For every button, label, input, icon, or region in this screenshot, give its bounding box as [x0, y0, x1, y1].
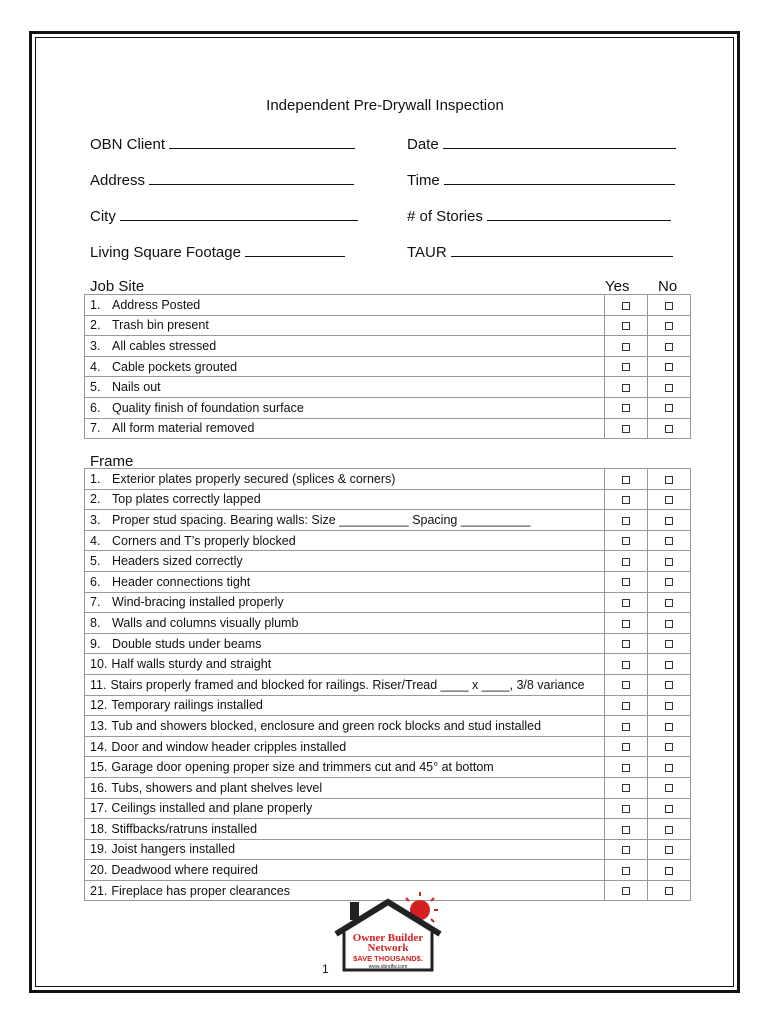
- no-checkbox[interactable]: [665, 661, 673, 669]
- address-field[interactable]: [90, 170, 354, 190]
- frame-item-3-yes-cell: [605, 510, 648, 531]
- item-text: Deadwood where required: [111, 863, 259, 878]
- item-number: 17.: [90, 801, 108, 816]
- item-text: Headers sized correctly: [112, 554, 243, 569]
- item-number: 18.: [90, 821, 108, 836]
- page-number: 1: [322, 962, 329, 976]
- job-site-item-1-no-cell: [648, 295, 691, 316]
- date-label: Date: [407, 136, 439, 153]
- yes-checkbox[interactable]: [622, 578, 630, 586]
- yes-checkbox[interactable]: [622, 805, 630, 813]
- item-text: Walls and columns visually plumb: [112, 615, 299, 630]
- job-site-item-4: [85, 356, 605, 377]
- no-checkbox[interactable]: [665, 599, 673, 607]
- logo-line-1: Owner Builder: [352, 932, 424, 944]
- frame-item-20-yes-cell: [605, 860, 648, 881]
- frame-item-9: [85, 633, 605, 654]
- table-row: [85, 633, 691, 654]
- yes-column-header: Yes: [605, 278, 630, 295]
- yes-checkbox[interactable]: [622, 661, 630, 669]
- item-number: 20.: [90, 863, 108, 878]
- job-site-item-6-yes-cell: [605, 397, 648, 418]
- frame-item-8-no-cell: [648, 613, 691, 634]
- yes-checkbox[interactable]: [622, 476, 630, 484]
- item-number: 12.: [90, 698, 108, 713]
- yes-checkbox[interactable]: [622, 496, 630, 504]
- frame-item-16: [85, 777, 605, 798]
- item-number: 2.: [90, 492, 101, 507]
- no-checkbox[interactable]: [665, 496, 673, 504]
- job-site-item-2-no-cell: [648, 315, 691, 336]
- item-text: Corners and T’s properly blocked: [112, 533, 296, 548]
- no-checkbox[interactable]: [665, 826, 673, 834]
- table-row: [85, 377, 691, 398]
- job-site-checklist: [84, 294, 691, 439]
- item-text: Double studs under beams: [112, 636, 262, 651]
- no-checkbox[interactable]: [665, 302, 673, 310]
- job-site-item-3: [85, 336, 605, 357]
- frame-item-5-no-cell: [648, 551, 691, 572]
- no-checkbox[interactable]: [665, 425, 673, 433]
- item-text: Joist hangers installed: [111, 842, 236, 857]
- yes-checkbox[interactable]: [622, 640, 630, 648]
- table-row: [85, 613, 691, 634]
- frame-item-1-yes-cell: [605, 469, 648, 490]
- living-sq-ft-field[interactable]: [90, 242, 345, 262]
- table-row: [85, 860, 691, 881]
- job-site-item-6-no-cell: [648, 397, 691, 418]
- frame-item-9-yes-cell: [605, 633, 648, 654]
- yes-checkbox[interactable]: [622, 723, 630, 731]
- item-number: 4.: [90, 359, 101, 374]
- frame-item-4-no-cell: [648, 530, 691, 551]
- frame-item-16-yes-cell: [605, 777, 648, 798]
- frame-item-2-no-cell: [648, 489, 691, 510]
- frame-item-2-yes-cell: [605, 489, 648, 510]
- yes-checkbox[interactable]: [622, 425, 630, 433]
- yes-checkbox[interactable]: [622, 867, 630, 875]
- city-label: City: [90, 208, 116, 225]
- table-row: [85, 336, 691, 357]
- frame-item-11: [85, 674, 605, 695]
- logo-line-3: $AVE THOUSAND$.: [353, 954, 423, 963]
- item-number: 13.: [90, 718, 108, 733]
- job-site-item-3-yes-cell: [605, 336, 648, 357]
- item-number: 4.: [90, 533, 101, 548]
- item-text: Door and window header cripples installed: [111, 739, 347, 754]
- frame-item-21-no-cell: [648, 880, 691, 901]
- frame-item-20: [85, 860, 605, 881]
- no-checkbox[interactable]: [665, 363, 673, 371]
- yes-checkbox[interactable]: [622, 620, 630, 628]
- item-number: 5.: [90, 380, 101, 395]
- item-text: Ceilings installed and plane properly: [111, 801, 313, 816]
- job-site-item-1-yes-cell: [605, 295, 648, 316]
- no-checkbox[interactable]: [665, 764, 673, 772]
- item-text: Header connections tight: [112, 574, 251, 589]
- frame-item-21-yes-cell: [605, 880, 648, 901]
- item-number: 3.: [90, 338, 101, 353]
- frame-item-16-no-cell: [648, 777, 691, 798]
- job-site-item-5-yes-cell: [605, 377, 648, 398]
- obn-client-label: OBN Client: [90, 136, 166, 153]
- frame-item-11-yes-cell: [605, 674, 648, 695]
- item-number: 7.: [90, 421, 101, 436]
- job-site-item-7-yes-cell: [605, 418, 648, 439]
- table-row: [85, 798, 691, 819]
- address-label: Address: [90, 172, 146, 189]
- living-sq-ft-blank[interactable]: [245, 242, 345, 257]
- yes-checkbox[interactable]: [622, 681, 630, 689]
- taur-field[interactable]: [407, 242, 673, 262]
- job-site-item-1: [85, 295, 605, 316]
- table-row: [85, 654, 691, 675]
- no-checkbox[interactable]: [665, 476, 673, 484]
- yes-checkbox[interactable]: [622, 302, 630, 310]
- frame-item-13: [85, 716, 605, 737]
- item-number: 6.: [90, 400, 101, 415]
- item-text: Quality finish of foundation surface: [112, 400, 304, 415]
- item-text: Proper stud spacing. Bearing walls: Size __________ Spacing __________: [112, 512, 531, 527]
- time-blank[interactable]: [444, 170, 675, 185]
- item-text: Garage door opening proper size and trimmers cut and 45° at bottom: [111, 760, 494, 775]
- job-site-item-3-no-cell: [648, 336, 691, 357]
- city-blank[interactable]: [120, 206, 358, 221]
- yes-checkbox[interactable]: [622, 558, 630, 566]
- no-checkbox[interactable]: [665, 322, 673, 330]
- item-number: 2.: [90, 318, 101, 333]
- job-site-item-7: [85, 418, 605, 439]
- table-row: [85, 315, 691, 336]
- no-checkbox[interactable]: [665, 620, 673, 628]
- table-row: [85, 418, 691, 439]
- job-site-item-6: [85, 397, 605, 418]
- job-site-heading: Job Site: [90, 278, 145, 295]
- item-text: All cables stressed: [112, 338, 217, 353]
- yes-checkbox[interactable]: [622, 846, 630, 854]
- yes-checkbox[interactable]: [622, 826, 630, 834]
- no-checkbox[interactable]: [665, 887, 673, 895]
- table-row: [85, 489, 691, 510]
- no-checkbox[interactable]: [665, 867, 673, 875]
- frame-item-7: [85, 592, 605, 613]
- no-checkbox[interactable]: [665, 681, 673, 689]
- frame-item-7-no-cell: [648, 592, 691, 613]
- logo-line-2: Network: [367, 942, 409, 954]
- yes-checkbox[interactable]: [622, 743, 630, 751]
- stories-label: # of Stories: [407, 208, 483, 225]
- no-checkbox[interactable]: [665, 404, 673, 412]
- table-row: [85, 551, 691, 572]
- item-text: Tub and showers blocked, enclosure and green rock blocks and stud installed: [111, 718, 542, 733]
- table-row: [85, 777, 691, 798]
- frame-item-9-no-cell: [648, 633, 691, 654]
- job-site-item-5: [85, 377, 605, 398]
- no-checkbox[interactable]: [665, 640, 673, 648]
- frame-heading: Frame: [90, 453, 134, 470]
- frame-item-13-no-cell: [648, 716, 691, 737]
- job-site-item-2-yes-cell: [605, 315, 648, 336]
- item-number: 10.: [90, 657, 108, 672]
- item-number: 19.: [90, 842, 108, 857]
- no-checkbox[interactable]: [665, 784, 673, 792]
- table-row: [85, 295, 691, 316]
- frame-item-17-yes-cell: [605, 798, 648, 819]
- job-site-item-4-no-cell: [648, 356, 691, 377]
- frame-item-12-yes-cell: [605, 695, 648, 716]
- item-number: 1.: [90, 297, 101, 312]
- item-number: 1.: [90, 471, 101, 486]
- table-row: [85, 530, 691, 551]
- table-row: [85, 397, 691, 418]
- item-number: 15.: [90, 760, 108, 775]
- item-text: Top plates correctly lapped: [112, 492, 261, 507]
- frame-item-15-no-cell: [648, 757, 691, 778]
- yes-checkbox[interactable]: [622, 322, 630, 330]
- frame-item-15: [85, 757, 605, 778]
- yes-checkbox[interactable]: [622, 702, 630, 710]
- time-field[interactable]: [407, 170, 675, 190]
- no-checkbox[interactable]: [665, 537, 673, 545]
- address-blank[interactable]: [149, 170, 354, 185]
- job-site-item-4-yes-cell: [605, 356, 648, 377]
- item-text: Half walls sturdy and straight: [111, 657, 272, 672]
- living-sq-ft-label: Living Square Footage: [90, 244, 241, 261]
- item-text: Tubs, showers and plant shelves level: [111, 780, 323, 795]
- frame-item-10-no-cell: [648, 654, 691, 675]
- frame-item-17: [85, 798, 605, 819]
- item-text: Nails out: [112, 380, 161, 395]
- stories-blank[interactable]: [487, 206, 671, 221]
- frame-item-12: [85, 695, 605, 716]
- yes-checkbox[interactable]: [622, 517, 630, 525]
- frame-item-4-yes-cell: [605, 530, 648, 551]
- item-text: Wind-bracing installed properly: [112, 595, 284, 610]
- frame-item-19-no-cell: [648, 839, 691, 860]
- no-checkbox[interactable]: [665, 702, 673, 710]
- frame-item-8: [85, 613, 605, 634]
- yes-checkbox[interactable]: [622, 343, 630, 351]
- owner-builder-network-logo: [330, 888, 446, 974]
- logo-url: www.obndfw.com: [368, 964, 408, 970]
- item-number: 7.: [90, 595, 101, 610]
- item-text: Trash bin present: [112, 318, 209, 333]
- no-checkbox[interactable]: [665, 805, 673, 813]
- table-row: [85, 674, 691, 695]
- table-row: [85, 839, 691, 860]
- frame-item-19-yes-cell: [605, 839, 648, 860]
- taur-label: TAUR: [407, 244, 447, 261]
- frame-item-6-no-cell: [648, 571, 691, 592]
- frame-item-19: [85, 839, 605, 860]
- city-field[interactable]: [90, 206, 358, 226]
- no-checkbox[interactable]: [665, 743, 673, 751]
- document-title: Independent Pre-Drywall Inspection: [266, 97, 504, 114]
- item-number: 14.: [90, 739, 108, 754]
- frame-item-10-yes-cell: [605, 654, 648, 675]
- no-checkbox[interactable]: [665, 384, 673, 392]
- item-number: 21.: [90, 883, 108, 898]
- item-text: All form material removed: [112, 421, 255, 436]
- no-checkbox[interactable]: [665, 578, 673, 586]
- item-text: Exterior plates properly secured (splices & corners): [112, 471, 396, 486]
- frame-item-3: [85, 510, 605, 531]
- frame-item-12-no-cell: [648, 695, 691, 716]
- date-blank[interactable]: [443, 134, 676, 149]
- frame-item-13-yes-cell: [605, 716, 648, 737]
- job-site-item-5-no-cell: [648, 377, 691, 398]
- frame-item-8-yes-cell: [605, 613, 648, 634]
- item-number: 11.: [90, 677, 107, 692]
- frame-item-14-yes-cell: [605, 736, 648, 757]
- item-text: Cable pockets grouted: [112, 359, 238, 374]
- table-row: [85, 716, 691, 737]
- table-row: [85, 356, 691, 377]
- table-row: [85, 736, 691, 757]
- table-row: [85, 695, 691, 716]
- frame-item-5-yes-cell: [605, 551, 648, 572]
- date-field[interactable]: [407, 134, 676, 154]
- frame-item-2: [85, 489, 605, 510]
- time-label: Time: [407, 172, 440, 189]
- yes-checkbox[interactable]: [622, 599, 630, 607]
- table-row: [85, 757, 691, 778]
- frame-item-18: [85, 819, 605, 840]
- no-checkbox[interactable]: [665, 846, 673, 854]
- frame-item-3-no-cell: [648, 510, 691, 531]
- item-text: Stairs properly framed and blocked for railings. Riser/Tread ____ x ____, 3/8 variance: [110, 677, 585, 692]
- yes-checkbox[interactable]: [622, 887, 630, 895]
- frame-item-6-yes-cell: [605, 571, 648, 592]
- no-checkbox[interactable]: [665, 343, 673, 351]
- item-text: Stiffbacks/ratruns installed: [111, 821, 258, 836]
- frame-item-18-no-cell: [648, 819, 691, 840]
- yes-checkbox[interactable]: [622, 384, 630, 392]
- item-number: 5.: [90, 554, 101, 569]
- frame-item-4: [85, 530, 605, 551]
- table-row: [85, 571, 691, 592]
- yes-checkbox[interactable]: [622, 404, 630, 412]
- item-number: 3.: [90, 512, 101, 527]
- yes-checkbox[interactable]: [622, 537, 630, 545]
- frame-item-14: [85, 736, 605, 757]
- no-checkbox[interactable]: [665, 723, 673, 731]
- yes-checkbox[interactable]: [622, 764, 630, 772]
- no-checkbox[interactable]: [665, 558, 673, 566]
- frame-item-15-yes-cell: [605, 757, 648, 778]
- no-checkbox[interactable]: [665, 517, 673, 525]
- item-text: Temporary railings installed: [111, 698, 263, 713]
- frame-item-14-no-cell: [648, 736, 691, 757]
- obn-client-blank[interactable]: [169, 134, 355, 149]
- frame-item-11-no-cell: [648, 674, 691, 695]
- table-row: [85, 819, 691, 840]
- item-number: 16.: [90, 780, 108, 795]
- frame-item-10: [85, 654, 605, 675]
- frame-item-7-yes-cell: [605, 592, 648, 613]
- item-number: 8.: [90, 615, 101, 630]
- frame-item-17-no-cell: [648, 798, 691, 819]
- yes-checkbox[interactable]: [622, 784, 630, 792]
- item-text: Fireplace has proper clearances: [111, 883, 290, 898]
- frame-item-1-no-cell: [648, 469, 691, 490]
- taur-blank[interactable]: [451, 242, 673, 257]
- item-number: 9.: [90, 636, 101, 651]
- frame-item-1: [85, 469, 605, 490]
- job-site-item-7-no-cell: [648, 418, 691, 439]
- item-number: 6.: [90, 574, 101, 589]
- table-row: [85, 592, 691, 613]
- frame-item-6: [85, 571, 605, 592]
- frame-item-5: [85, 551, 605, 572]
- stories-field[interactable]: [407, 206, 671, 226]
- frame-item-20-no-cell: [648, 860, 691, 881]
- item-text: Address Posted: [112, 297, 201, 312]
- table-row: [85, 469, 691, 490]
- frame-item-18-yes-cell: [605, 819, 648, 840]
- obn-client-field[interactable]: [90, 134, 355, 154]
- frame-checklist: [84, 468, 691, 901]
- no-column-header: No: [658, 278, 678, 295]
- job-site-item-2: [85, 315, 605, 336]
- yes-checkbox[interactable]: [622, 363, 630, 371]
- table-row: [85, 510, 691, 531]
